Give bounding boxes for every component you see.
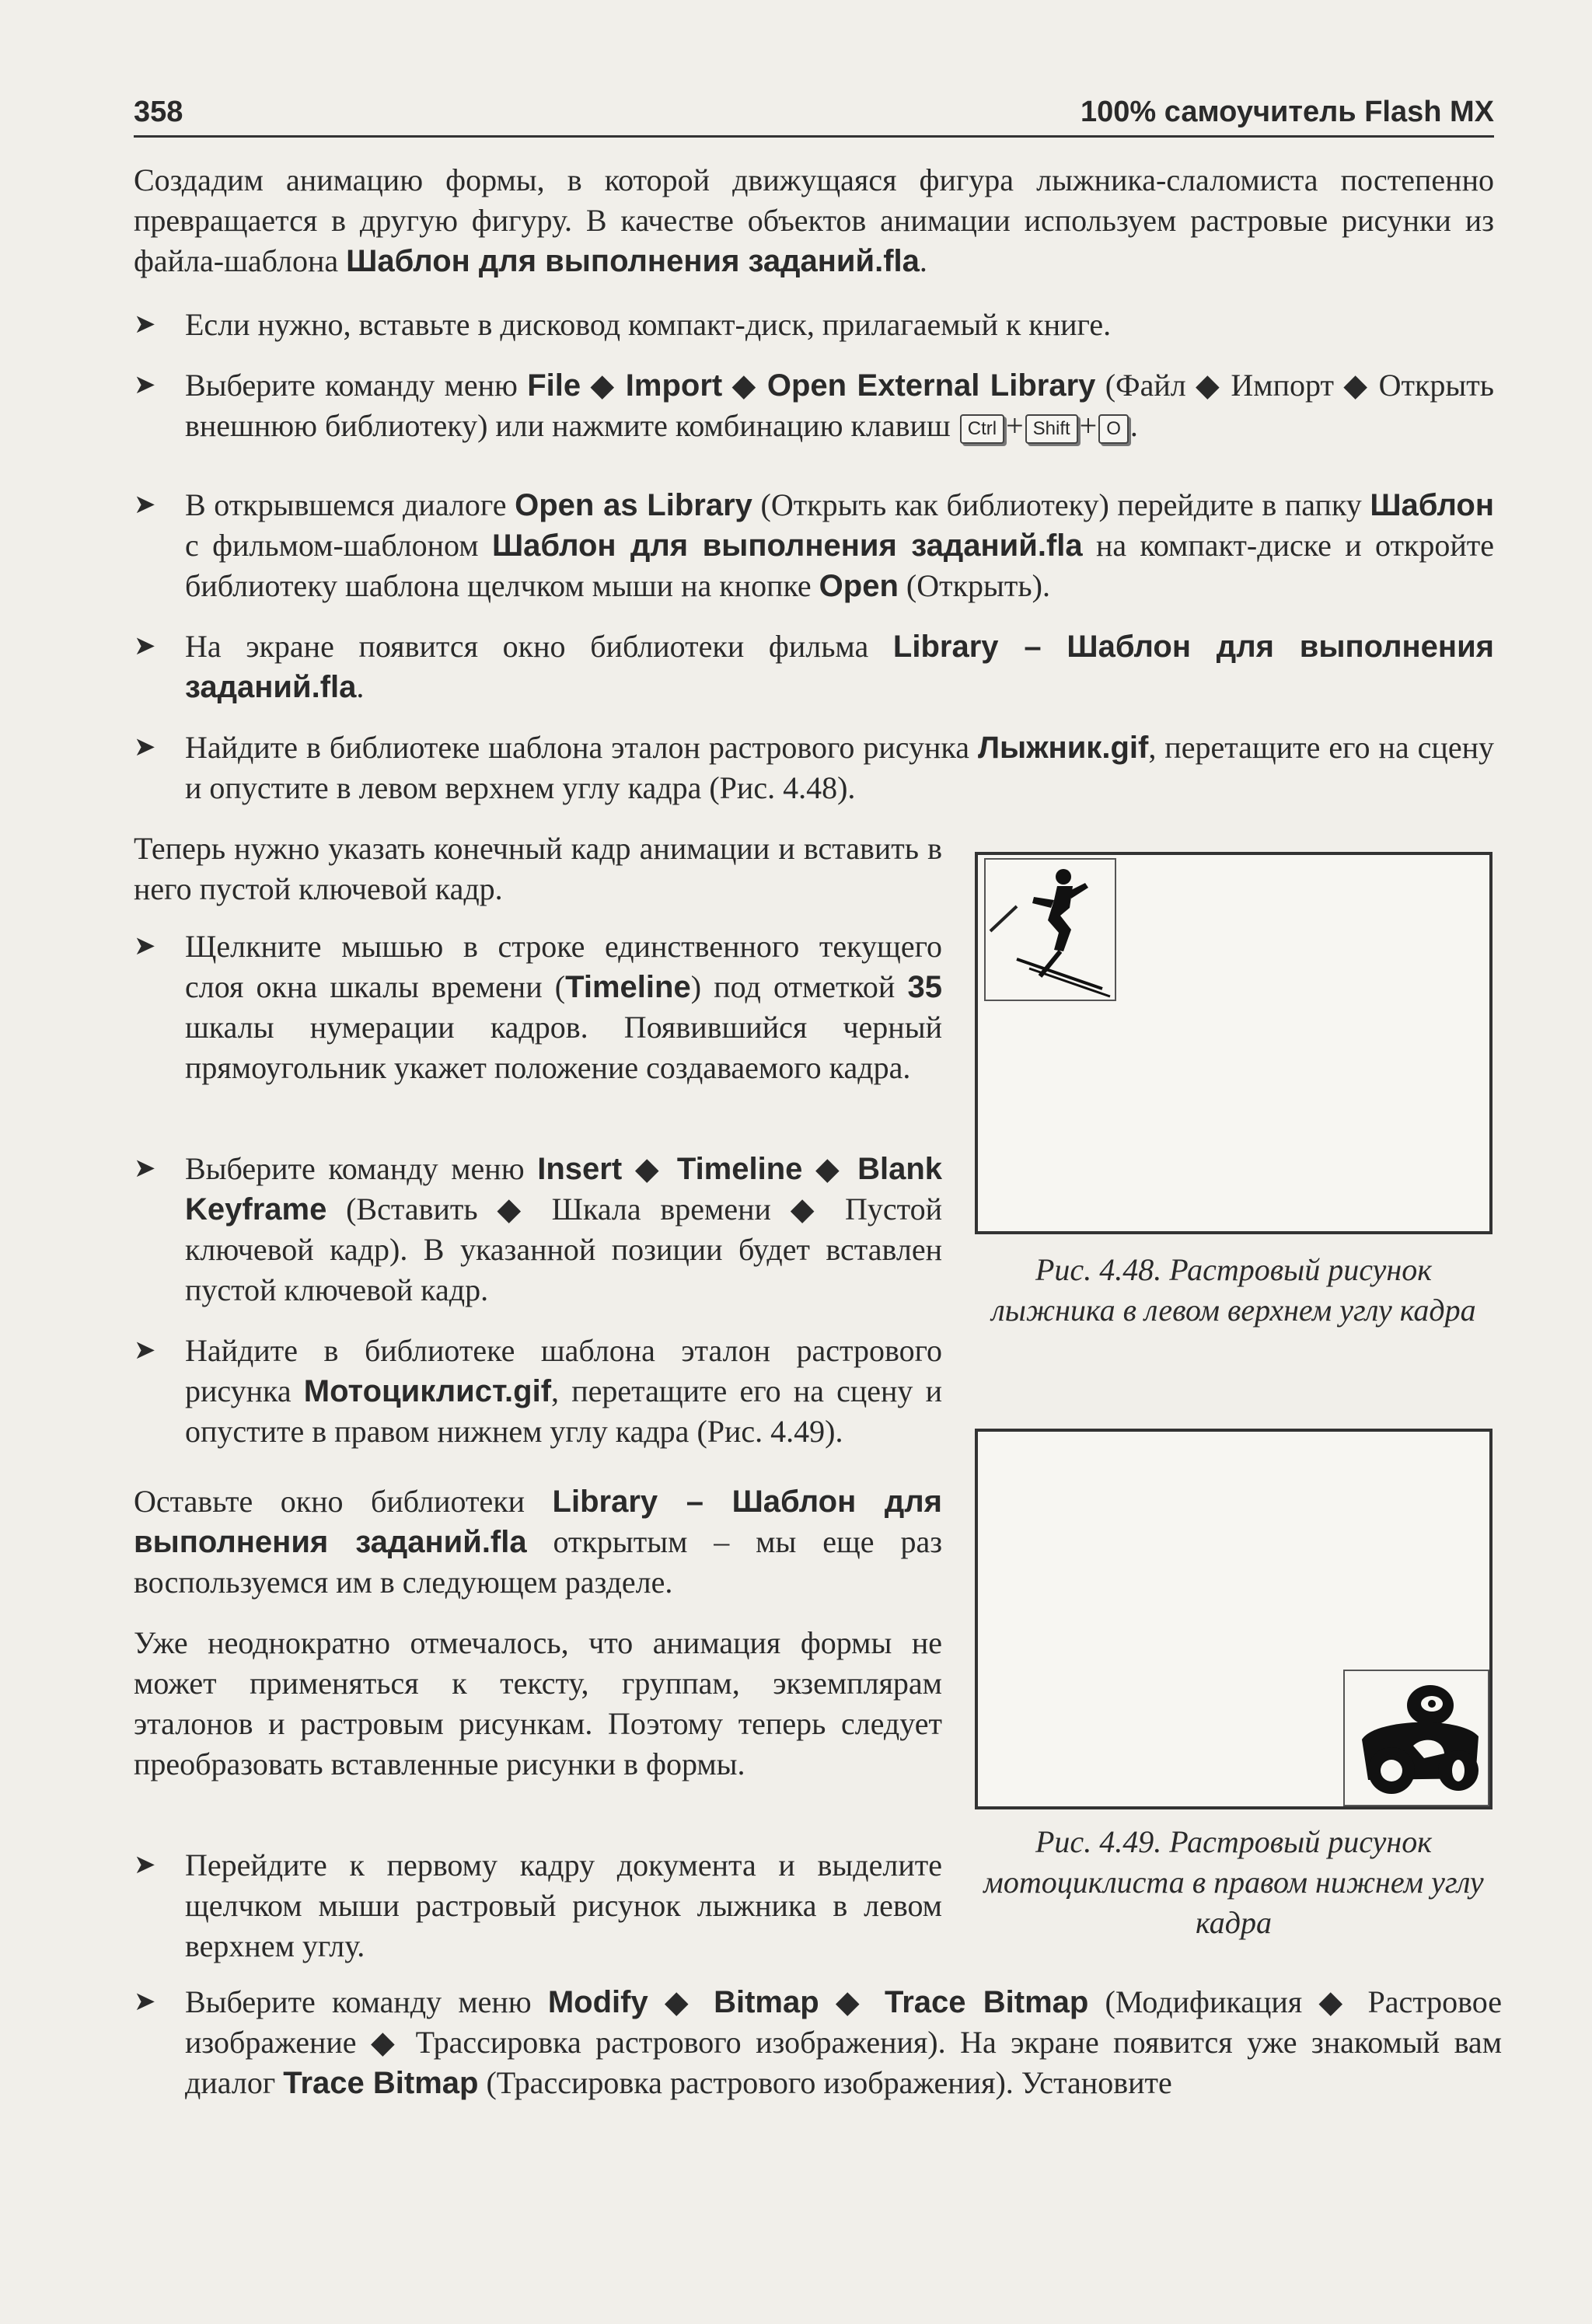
intro-paragraph bbox=[134, 160, 1494, 281]
menu-open-external-library: Open External Library bbox=[766, 368, 1096, 403]
figure-4-48-frame bbox=[975, 852, 1492, 1234]
step-2 bbox=[134, 365, 1494, 446]
bullet-icon: ➤ bbox=[134, 733, 156, 762]
step-3 bbox=[134, 485, 1494, 606]
step-4-end: . bbox=[356, 669, 365, 704]
step-7-text-2: (Вставить ◆ Шкала времени ◆ Пустой ключевой кадр). В указанной позиции будет вставлен пустой ключевой кадр. bbox=[185, 1192, 942, 1307]
menu-trace-bitmap: Trace Bitmap bbox=[884, 1985, 1089, 2019]
step-9-text: Перейдите к первому кадру документа и выделите щелчком мыши растровый рисунок лыжника в левом верхнем углу. bbox=[185, 1848, 942, 1963]
step-3-text-5: (Открыть). bbox=[898, 568, 1050, 603]
skier-icon bbox=[986, 860, 1115, 1000]
menu-modify: Modify bbox=[547, 1985, 648, 2019]
template-file-name: Шаблон для выполнения заданий.fla bbox=[491, 529, 1083, 563]
menu-separator-icon: ◆ bbox=[815, 1151, 845, 1186]
paragraph-leave-text: Оставьте окно библиотеки bbox=[134, 1484, 553, 1519]
running-head: 100% самоучитель Flash MX bbox=[1081, 96, 1494, 128]
step-10-text-3: (Трассировка растрового изображения). Установите bbox=[478, 2065, 1172, 2100]
step-3-text-3: с фильмом-шаблоном bbox=[185, 528, 492, 563]
bullet-icon: ➤ bbox=[134, 310, 156, 339]
bullet-icon: ➤ bbox=[134, 1154, 156, 1183]
step-3-text: В открывшемся диалоге bbox=[185, 487, 515, 522]
figure-4-49-frame bbox=[975, 1429, 1492, 1809]
paragraph-leave bbox=[134, 1481, 942, 1603]
step-7 bbox=[134, 1149, 942, 1310]
step-3-text-2: (Открыть как библиотеку) перейдите в папку bbox=[752, 487, 1370, 522]
step-2-text: Выберите команду меню bbox=[185, 368, 528, 403]
menu-import: Import bbox=[625, 368, 723, 403]
plus-glyph: + bbox=[1079, 408, 1098, 443]
bullet-icon: ➤ bbox=[134, 1336, 156, 1365]
folder-name: Шаблон bbox=[1370, 488, 1494, 522]
step-6-text-2: ) под отметкой bbox=[690, 969, 908, 1004]
step-10-text: Выберите команду меню bbox=[185, 1984, 548, 2019]
step-7-text: Выберите команду меню bbox=[185, 1151, 538, 1186]
dialog-trace-bitmap: Trace Bitmap bbox=[283, 2066, 479, 2100]
skier-bitmap bbox=[984, 858, 1116, 1001]
figure-4-48-caption: Рис. 4.48. Растровый рисунок лыжника в левом верхнем углу кадра bbox=[991, 1252, 1476, 1328]
intro-file-name: Шаблон для выполнения заданий.fla bbox=[346, 244, 920, 278]
library-window-title: Library – Шаблон для выполнения заданий.fla bbox=[185, 630, 1494, 704]
paragraph-now-text: Теперь нужно указать конечный кадр анимации и вставить в него пустой ключевой кадр. bbox=[134, 831, 942, 906]
key-o: O bbox=[1098, 414, 1129, 444]
library-window-title-2: Library – Шаблон для выполнения заданий.fla bbox=[134, 1485, 942, 1559]
step-3-text-4: на компакт-диске и откройте библиотеку шаблона щелчком мыши на кнопке bbox=[185, 528, 1495, 603]
step-1-text: Если нужно, вставьте в дисковод компакт-диск, прилагаемый к книге. bbox=[185, 307, 1112, 342]
menu-insert: Insert bbox=[537, 1152, 623, 1186]
step-6-text: Щелкните мышью в строке единственного текущего слоя окна шкалы времени ( bbox=[185, 929, 942, 1004]
page-number: 358 bbox=[134, 96, 183, 128]
step-5-text-2: , перетащите его на сцену и опустите в левом верхнем углу кадра (Рис. 4.48). bbox=[185, 730, 1494, 805]
step-6-text-3: шкалы нумерации кадров. Появившийся черный прямоугольник укажет положение создаваемого кадра. bbox=[185, 1010, 942, 1085]
open-button-label: Open bbox=[819, 569, 899, 603]
menu-file: File bbox=[527, 368, 581, 403]
timeline-label: Timeline bbox=[565, 970, 691, 1004]
intro-text: Создадим анимацию формы, в которой движущаяся фигура лыжника-слаломиста постепенно превращается в другую фигуру. В качестве объектов анимации используем растровые рисунки из файла-шаблона bbox=[134, 162, 1494, 278]
step-5 bbox=[134, 728, 1494, 808]
menu-separator-icon: ◆ bbox=[835, 1984, 868, 2019]
step-5-text: Найдите в библиотеке шаблона эталон растрового рисунка bbox=[185, 730, 978, 765]
page-header bbox=[134, 92, 1494, 138]
paragraph-already-text: Уже неоднократно отмечалось, что анимация формы не может применяться к тексту, группам, экземплярам эталонов и растровым рисункам. Поэтому теперь следует преобразовать вставленные рисунки в формы. bbox=[134, 1625, 942, 1781]
step-4-text: На экране появится окно библиотеки фильма bbox=[185, 629, 893, 664]
step-9 bbox=[134, 1845, 942, 1966]
plus-glyph: + bbox=[1006, 408, 1024, 443]
key-shift: Shift bbox=[1025, 414, 1078, 444]
menu-timeline: Timeline bbox=[676, 1152, 803, 1186]
menu-bitmap: Bitmap bbox=[714, 1985, 819, 2019]
paragraph-leave-text-2: открытым – мы еще раз воспользуемся им в следующем разделе. bbox=[134, 1524, 942, 1600]
bullet-icon: ➤ bbox=[134, 371, 156, 400]
skier-file-name: Лыжник.gif bbox=[977, 731, 1149, 765]
step-2-end: . bbox=[1129, 408, 1138, 443]
bullet-icon: ➤ bbox=[134, 1851, 156, 1879]
bullet-icon: ➤ bbox=[134, 632, 156, 661]
step-6 bbox=[134, 926, 942, 1088]
step-10 bbox=[134, 1982, 1502, 2103]
menu-separator-icon: ◆ bbox=[590, 368, 616, 403]
paragraph-already bbox=[134, 1623, 942, 1785]
menu-separator-icon: ◆ bbox=[664, 1984, 697, 2019]
figure-4-49-caption: Рис. 4.49. Растровый рисунок мотоциклиста в правом нижнем углу кадра bbox=[983, 1824, 1484, 1940]
dialog-open-as-library: Open as Library bbox=[515, 488, 752, 522]
frame-mark-number: 35 bbox=[907, 970, 943, 1004]
bullet-icon: ➤ bbox=[134, 932, 156, 961]
step-8-text-2: , перетащите его на сцену и опустите в правом нижнем углу кадра (Рис. 4.49). bbox=[185, 1373, 942, 1449]
intro-end: . bbox=[919, 243, 927, 278]
step-8 bbox=[134, 1331, 942, 1452]
key-ctrl: Ctrl bbox=[960, 414, 1004, 444]
step-4 bbox=[134, 626, 1494, 707]
motorcyclist-file-name: Мотоциклист.gif bbox=[303, 1374, 552, 1408]
motorcyclist-icon bbox=[1345, 1671, 1488, 1805]
step-1 bbox=[134, 305, 1494, 345]
step-2-text-2: (Файл ◆ Импорт ◆ Открыть внешнюю библиотеку) или нажмите комбинацию клавиш bbox=[185, 368, 1494, 443]
step-10-text-2: (Модификация ◆ Растровое изображение ◆ Трассировка растрового изображения). На экране появится уже знакомый вам диалог bbox=[185, 1984, 1503, 2100]
step-8-text: Найдите в библиотеке шаблона эталон растрового рисунка bbox=[185, 1333, 942, 1408]
menu-separator-icon: ◆ bbox=[731, 368, 758, 403]
bullet-icon: ➤ bbox=[134, 1987, 156, 2016]
paragraph-now bbox=[134, 829, 942, 909]
motorcyclist-bitmap bbox=[1343, 1670, 1489, 1806]
menu-separator-icon: ◆ bbox=[634, 1151, 665, 1186]
menu-blank-keyframe: Blank Keyframe bbox=[185, 1152, 943, 1227]
bullet-icon: ➤ bbox=[134, 490, 156, 519]
